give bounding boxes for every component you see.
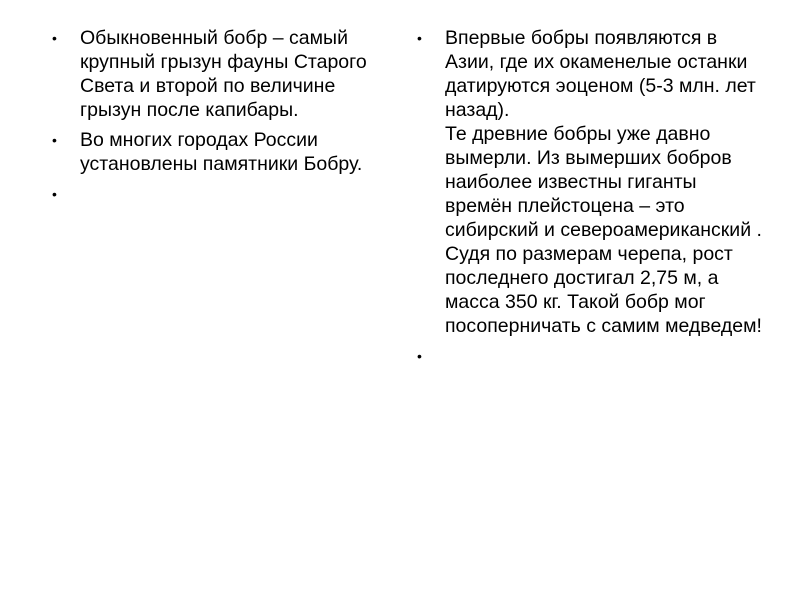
bullet-icon: •	[52, 132, 57, 148]
bullet-text: Обыкновенный бобр – самый крупный грызун фауны Старого Света и второй по величине грызун после капибары.	[80, 27, 367, 121]
bullet-text: Впервые бобры появляются в Азии, где их окаменелые останки датируются эоценом (5-3 млн. лет назад). Те древние бобры уже давно вымерли. Из вымерших бобров наиболее известны гиганты времён плейстоцена – это сибирский и североамериканский . Судя по размерам черепа, рост последнего достигал 2,75 м, а масса 350 кг. Такой бобр мог посоперничать с самим медведем!	[445, 27, 762, 337]
bullet-text: Во многих городах России установлены памятники Бобру.	[80, 129, 363, 175]
list-item	[415, 26, 765, 338]
bullet-icon: •	[417, 30, 422, 46]
list-item-empty	[415, 344, 765, 368]
list-item-empty	[50, 182, 395, 206]
bullet-icon: •	[417, 348, 422, 364]
list-item	[50, 128, 395, 176]
right-column	[415, 26, 765, 374]
list-item	[50, 26, 395, 122]
left-column	[50, 26, 395, 212]
bullet-icon: •	[52, 30, 57, 46]
bullet-icon: •	[52, 186, 57, 202]
